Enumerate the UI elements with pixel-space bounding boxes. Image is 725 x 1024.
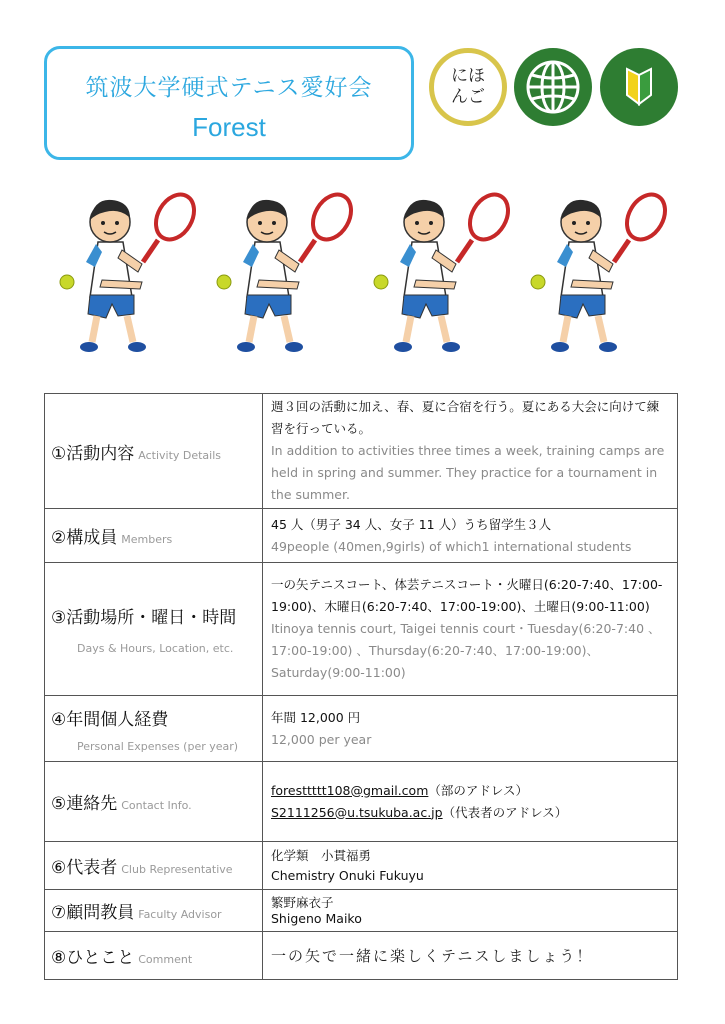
table-row-contact (45, 762, 678, 842)
representative-en: Chemistry Onuki Fukuyu (271, 867, 424, 883)
row-label (45, 696, 263, 762)
row-label (45, 563, 263, 696)
row-number: ② (51, 528, 67, 548)
japanese-language-badge[interactable] (429, 48, 507, 126)
row-label-en: Comment (138, 953, 193, 966)
row-content (263, 762, 678, 842)
row-label-jp: 構成員 (66, 528, 118, 548)
tennis-player-illustration (50, 192, 200, 367)
row-number: ⑧ (51, 948, 67, 968)
tennis-player-illustration (364, 192, 514, 367)
row-content (263, 509, 678, 563)
row-label (45, 932, 263, 980)
tennis-player-illustration (207, 192, 357, 367)
row-label-jp: ひとこと (66, 948, 135, 968)
club-email-link[interactable]: foresttttt108@gmail.com (271, 782, 429, 798)
advisor-jp: 繁野麻衣子 (271, 894, 334, 910)
row-label-jp: 代表者 (66, 858, 118, 878)
row-label-en: Faculty Advisor (138, 908, 222, 921)
row-label-en: Personal Expenses (per year) (77, 739, 239, 753)
row-label-en: Club Representative (121, 863, 233, 876)
schedule-en: Itinoya tennis court, Taigei tennis court・Tuesday(6:20-7:40 、17:00-19:00) 、Thursday(6:20-7:40、17:00-19:00)、Saturday(9:00-11:00) (271, 621, 661, 680)
representative-email-link[interactable]: S2111256@u.tsukuba.ac.jp (271, 804, 443, 820)
row-content (263, 563, 678, 696)
expenses-jp: 年間 12,000 円 (271, 709, 361, 725)
row-content (263, 842, 678, 890)
representative-jp: 化学類 小貫福勇 (271, 847, 372, 863)
members-en: 49people (40men,9girls) of which1 international students (271, 538, 632, 554)
row-content (263, 394, 678, 509)
row-label (45, 509, 263, 563)
row-number: ④ (51, 709, 67, 730)
japanese-badge-line2: んご (451, 87, 485, 107)
activity-en: In addition to activities three times a week, training camps are held in spring and summer. They practice for a tournament in the summer. (271, 443, 665, 502)
row-number: ⑤ (51, 794, 67, 814)
row-number: ③ (51, 608, 67, 628)
table-row-expenses (45, 696, 678, 762)
table-row-activity (45, 394, 678, 509)
activity-jp: 週３回の活動に加え、春、夏に合宿を行う。夏にある大会に向けて練習を行っている。 (271, 399, 660, 436)
row-number: ① (51, 443, 67, 464)
row-label-en: Contact Info. (121, 799, 192, 812)
representative-email-note: （代表者のアドレス） (442, 804, 568, 820)
schedule-jp: 一の矢テニスコート、体芸テニスコート・火曜日(6:20-7:40、17:00-19:00)、木曜日(6:20-7:40、17:00-19:00)、土曜日(9:00-11:00) (271, 577, 663, 614)
tennis-player-illustrations (50, 192, 680, 372)
row-number: ⑦ (51, 903, 67, 923)
row-label-jp: 連絡先 (66, 794, 118, 814)
row-label-en: Days & Hours, Location, etc. (77, 642, 234, 655)
beginner-badge[interactable] (600, 48, 678, 126)
row-label-jp: 活動場所・曜日・時間 (66, 608, 237, 628)
row-label-jp: 顧問教員 (66, 903, 135, 923)
row-label (45, 762, 263, 842)
row-label (45, 842, 263, 890)
globe-icon (514, 48, 592, 126)
row-content (263, 696, 678, 762)
advisor-en: Shigeno Maiko (271, 910, 362, 926)
row-label-jp: 年間個人経費 (66, 709, 169, 730)
row-content (263, 890, 678, 932)
club-email-note: （部のアドレス） (428, 782, 529, 798)
row-number: ⑥ (51, 858, 67, 878)
table-row-advisor (45, 890, 678, 932)
table-row-schedule (45, 563, 678, 696)
expenses-en: 12,000 per year (271, 731, 372, 747)
english-language-badge[interactable] (514, 48, 592, 126)
club-info-table (44, 393, 678, 980)
table-row-representative (45, 842, 678, 890)
title-japanese: 筑波大学硬式テニス愛好会 (85, 75, 373, 101)
title-box (44, 46, 414, 160)
row-label (45, 394, 263, 509)
row-content (263, 932, 678, 980)
beginner-mark-icon (600, 48, 678, 126)
table-row-members (45, 509, 678, 563)
tennis-player-illustration (521, 192, 671, 367)
japanese-badge-line1: にほ (451, 66, 485, 86)
row-label (45, 890, 263, 932)
table-row-comment (45, 932, 678, 980)
row-label-jp: 活動内容 (66, 443, 135, 464)
row-label-en: Members (121, 533, 173, 546)
title-english: Forest (192, 112, 266, 142)
members-jp: 45 人（男子 34 人、女子 11 人）うち留学生３人 (271, 516, 552, 532)
row-label-en: Activity Details (138, 448, 222, 462)
comment-text: 一の矢で一緒に楽しくテニスしましょう！ (271, 946, 594, 965)
